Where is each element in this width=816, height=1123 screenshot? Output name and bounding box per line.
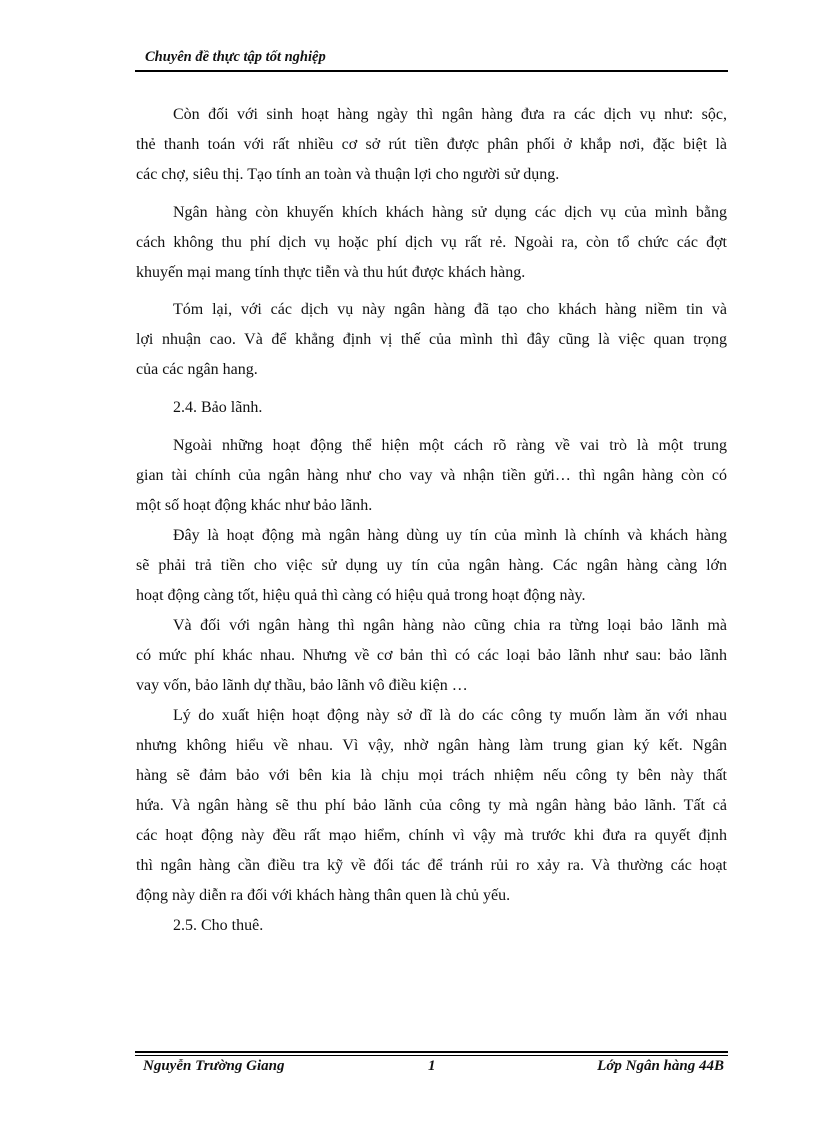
section-heading <box>136 393 727 423</box>
footer-author: Nguyễn Trường Giang <box>143 1058 285 1074</box>
footer-page-number: 1 <box>428 1058 436 1074</box>
text-line: Tóm lại, với các dịch vụ này ngân hàng đã tạo cho khách hàng niềm tin và <box>173 301 727 318</box>
text-line: khuyến mại mang tính thực tiễn và thu hút được khách hàng. <box>136 264 526 281</box>
footer-rule-thin <box>135 1055 728 1056</box>
paragraph <box>136 431 727 521</box>
header-rule <box>135 70 728 72</box>
text-line: các chợ, siêu thị. Tạo tính an toàn và thuận lợi cho người sử dụng. <box>136 166 560 183</box>
text-line: thẻ thanh toán với rất nhiều cơ sở rút tiền được phân phối ở khắp nơi, đặc biệt là <box>136 136 727 153</box>
text-line: nhưng không hiểu về nhau. Vì vậy, nhờ ngân hàng làm trung gian ký kết. Ngân <box>136 737 727 754</box>
text-line: 2.5. Cho thuê. <box>173 917 264 934</box>
text-line: hàng sẽ đảm bảo với bên kia là chịu mọi trách nhiệm nếu công ty bên này thất <box>136 767 727 784</box>
paragraph <box>136 611 727 701</box>
text-line: hứa. Và ngân hàng sẽ thu phí bảo lãnh của công ty mà ngân hàng bảo lãnh. Tất cả <box>136 797 727 814</box>
text-line: của các ngân hang. <box>136 361 258 378</box>
page-header-title: Chuyên đề thực tập tốt nghiệp <box>145 49 326 65</box>
text-line: các hoạt động này đều rất mạo hiểm, chính vì vậy mà trước khi đưa ra quyết định <box>136 827 727 844</box>
text-line: cách không thu phí dịch vụ hoặc phí dịch vụ rất rẻ. Ngoài ra, còn tổ chức các đợt <box>136 234 727 251</box>
text-line: Đây là hoạt động mà ngân hàng dùng uy tín của mình là chính và khách hàng <box>173 527 727 544</box>
text-line: động này diễn ra đối với khách hàng thân quen là chủ yếu. <box>136 887 511 904</box>
text-line: gian tài chính của ngân hàng như cho vay và nhận tiền gửi… thì ngân hàng còn có <box>136 467 727 484</box>
paragraph <box>136 295 727 385</box>
footer-class: Lớp Ngân hàng 44B <box>597 1058 724 1074</box>
text-line: Lý do xuất hiện hoạt động này sở dĩ là do các công ty muốn làm ăn với nhau <box>173 707 727 724</box>
text-line: có mức phí khác nhau. Nhưng về cơ bản thì có các loại bảo lãnh như sau: bảo lãnh <box>136 647 727 664</box>
paragraph <box>136 198 727 288</box>
paragraph <box>136 521 727 611</box>
paragraph <box>136 701 727 911</box>
text-line: Còn đối với sinh hoạt hàng ngày thì ngân hàng đưa ra các dịch vụ như: sộc, <box>173 106 727 123</box>
text-line: hoạt động càng tốt, hiệu quả thì càng có hiệu quả trong hoạt động này. <box>136 587 586 604</box>
section-heading <box>136 911 727 941</box>
text-line: Ngoài những hoạt động thể hiện một cách rõ ràng về vai trò là một trung <box>173 437 727 454</box>
text-line: sẽ phải trả tiền cho việc sử dụng uy tín của ngân hàng. Các ngân hàng càng lớn <box>136 557 727 574</box>
text-line: vay vốn, bảo lãnh dự thầu, bảo lãnh vô điều kiện … <box>136 677 468 694</box>
text-line: Ngân hàng còn khuyến khích khách hàng sử dụng các dịch vụ của mình bằng <box>173 204 727 221</box>
text-line: Và đối với ngân hàng thì ngân hàng nào cũng chia ra từng loại bảo lãnh mà <box>173 617 727 634</box>
text-line: lợi nhuận cao. Và để khẳng định vị thế của mình thì đây cũng là việc quan trọng <box>136 331 727 348</box>
text-line: một số hoạt động khác như bảo lãnh. <box>136 497 373 514</box>
paragraph <box>136 100 727 190</box>
footer-rule <box>135 1051 728 1053</box>
text-line: thì ngân hàng cần điều tra kỹ về đối tác để tránh rủi ro xảy ra. Và thường các hoạt <box>136 857 727 874</box>
text-line: 2.4. Bảo lãnh. <box>173 399 263 416</box>
